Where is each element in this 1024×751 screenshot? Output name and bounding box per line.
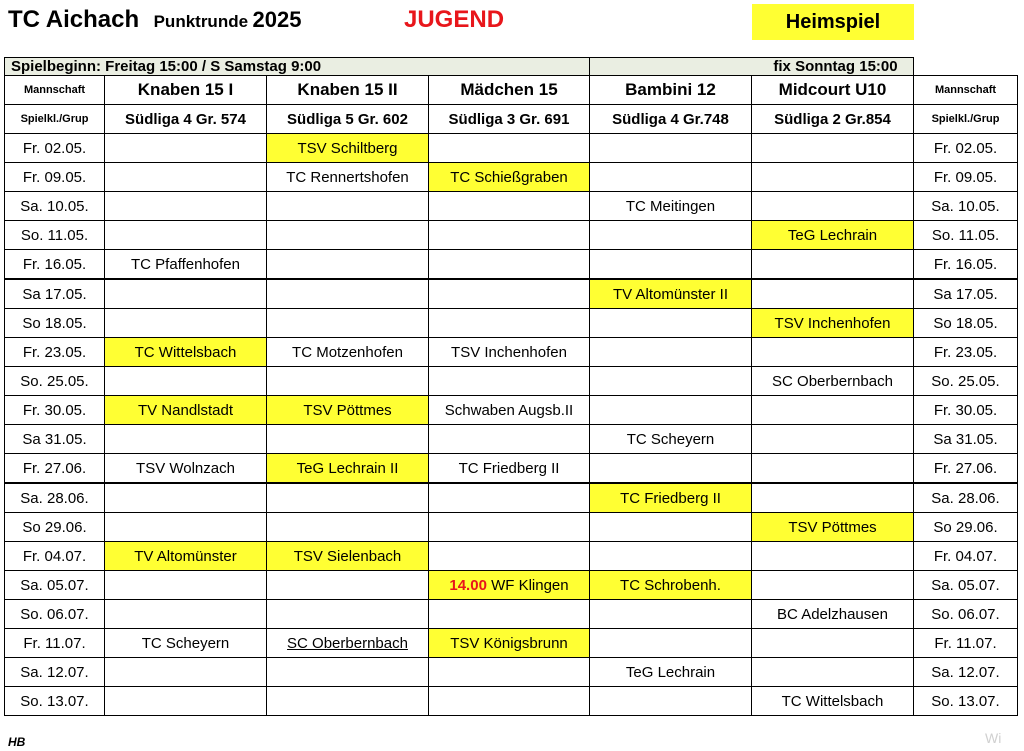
match-cell [267,250,429,280]
team-name-4: Bambini 12 [590,76,752,105]
match-cell [752,338,914,367]
match-cell: TV Nandlstadt [105,396,267,425]
match-cell [752,629,914,658]
date-cell-right: So 29.06. [914,513,1018,542]
match-cell [105,600,267,629]
club-title: TC Aichach [8,6,140,33]
match-cell [752,192,914,221]
date-cell: Fr. 16.05. [5,250,105,280]
date-cell: So. 13.07. [5,687,105,716]
league-4: Südliga 4 Gr.748 [590,105,752,134]
match-cell [429,192,590,221]
match-cell [752,454,914,484]
match-cell [590,367,752,396]
date-cell: So. 11.05. [5,221,105,250]
match-cell: Schwaben Augsb.II [429,396,590,425]
schedule-row [5,454,1018,484]
date-cell: Fr. 04.07. [5,542,105,571]
date-cell-right: Sa 17.05. [914,279,1018,309]
date-cell-right: So 18.05. [914,309,1018,338]
match-cell [752,571,914,600]
date-cell-right: Fr. 23.05. [914,338,1018,367]
date-cell: Fr. 09.05. [5,163,105,192]
match-time: 14.00 [449,576,487,594]
date-cell: So. 06.07. [5,600,105,629]
schedule-row [5,338,1018,367]
match-cell: TV Altomünster [105,542,267,571]
match-cell: BC Adelzhausen [752,600,914,629]
date-cell: So. 25.05. [5,367,105,396]
date-cell-right: Fr. 30.05. [914,396,1018,425]
match-cell: TC Rennertshofen [267,163,429,192]
match-cell: TC Wittelsbach [752,687,914,716]
date-cell: Fr. 11.07. [5,629,105,658]
match-cell [105,134,267,163]
match-cell: TSV Pöttmes [752,513,914,542]
schedule-row [5,425,1018,454]
match-cell [590,542,752,571]
match-cell [105,658,267,687]
match-cell [105,513,267,542]
match-cell [267,309,429,338]
match-cell [752,396,914,425]
match-cell [590,687,752,716]
match-cell [105,571,267,600]
date-cell: Fr. 27.06. [5,454,105,484]
schedule-row [5,367,1018,396]
match-cell [752,134,914,163]
left-label-team: Mannschaft [5,76,105,105]
date-cell: Fr. 02.05. [5,134,105,163]
date-cell: Sa. 10.05. [5,192,105,221]
match-cell [105,687,267,716]
team-name-2: Knaben 15 II [267,76,429,105]
match-cell [429,658,590,687]
league-3: Südliga 3 Gr. 691 [429,105,590,134]
date-cell-right: Sa. 05.07. [914,571,1018,600]
match-cell [267,221,429,250]
match-cell [590,600,752,629]
match-cell [590,338,752,367]
match-cell [752,163,914,192]
match-cell: SC Oberbernbach [752,367,914,396]
match-cell: TSV Schiltberg [267,134,429,163]
date-cell: Fr. 23.05. [5,338,105,367]
match-cell: TSV Inchenhofen [429,338,590,367]
date-cell-right: So. 06.07. [914,600,1018,629]
schedule-row [5,134,1018,163]
right-label-league: Spielkl./Grup [914,105,1018,134]
match-cell [429,221,590,250]
team-name-1: Knaben 15 I [105,76,267,105]
match-cell [267,483,429,513]
left-label-league: Spielkl./Grup [5,105,105,134]
date-cell: Sa. 28.06. [5,483,105,513]
match-cell [105,367,267,396]
schedule-row [5,542,1018,571]
schedule-row [5,221,1018,250]
match-cell [105,309,267,338]
match-cell [105,192,267,221]
match-cell [267,600,429,629]
match-cell [267,658,429,687]
header-row-leagues [5,105,1018,134]
match-cell [429,367,590,396]
date-cell-right: So. 13.07. [914,687,1018,716]
schedule-row [5,396,1018,425]
match-cell [752,425,914,454]
match-cell [267,513,429,542]
sunday-fixed-time: fix Sonntag 15:00 [590,58,914,76]
match-cell [590,454,752,484]
team-name-5: Midcourt U10 [752,76,914,105]
date-cell: So 18.05. [5,309,105,338]
match-cell: TC Schrobenh. [590,571,752,600]
schedule-row [5,629,1018,658]
team-name-3: Mädchen 15 [429,76,590,105]
match-cell [105,279,267,309]
match-cell: TC Pfaffenhofen [105,250,267,280]
match-cell: TC Schießgraben [429,163,590,192]
schedule-row [5,163,1018,192]
author-initials: HB [8,735,26,749]
match-cell: TC Scheyern [590,425,752,454]
date-cell-right: Fr. 27.06. [914,454,1018,484]
match-cell [590,396,752,425]
schedule-row [5,279,1018,309]
match-cell [752,658,914,687]
schedule-row [5,600,1018,629]
match-cell [105,483,267,513]
match-cell [590,163,752,192]
match-cell [429,687,590,716]
page-header [8,6,301,34]
match-cell: TeG Lechrain II [267,454,429,484]
date-cell-right: Fr. 04.07. [914,542,1018,571]
match-cell [429,425,590,454]
match-cell [105,425,267,454]
date-cell: Sa 17.05. [5,279,105,309]
match-cell: TSV Sielenbach [267,542,429,571]
match-cell: TV Altomünster II [590,279,752,309]
match-cell [267,687,429,716]
match-cell [267,192,429,221]
match-cell: TeG Lechrain [752,221,914,250]
match-cell [590,250,752,280]
match-cell [590,629,752,658]
match-cell: TSV Königsbrunn [429,629,590,658]
match-cell [590,309,752,338]
opponent-name: WF Klingen [491,576,569,594]
match-cell [429,600,590,629]
match-cell [429,571,590,600]
match-cell: SC Oberbernbach [267,629,429,658]
match-cell [590,134,752,163]
match-cell [267,367,429,396]
home-legend-badge: Heimspiel [752,4,914,40]
match-cell: TC Scheyern [105,629,267,658]
match-cell: TC Wittelsbach [105,338,267,367]
schedule-row [5,513,1018,542]
schedule-row [5,192,1018,221]
match-cell [590,513,752,542]
right-label-team: Mannschaft [914,76,1018,105]
match-cell [752,279,914,309]
date-cell-right: Sa. 10.05. [914,192,1018,221]
match-cell [429,279,590,309]
date-cell-right: Fr. 16.05. [914,250,1018,280]
schedule-row [5,571,1018,600]
match-cell [590,221,752,250]
match-cell [429,513,590,542]
match-cell: TC Meitingen [590,192,752,221]
match-cell: TSV Inchenhofen [752,309,914,338]
league-1: Südliga 4 Gr. 574 [105,105,267,134]
league-2: Südliga 5 Gr. 602 [267,105,429,134]
match-cell: TeG Lechrain [590,658,752,687]
season-subtitle: Punktrunde [153,12,249,31]
match-cell [429,309,590,338]
start-times: Spielbeginn: Freitag 15:00 / S Samstag 9:00 [5,58,590,76]
match-cell [752,250,914,280]
league-5: Südliga 2 Gr.854 [752,105,914,134]
schedule-row [5,309,1018,338]
date-cell: Fr. 30.05. [5,396,105,425]
date-cell-right: Fr. 02.05. [914,134,1018,163]
date-cell-right: Sa. 28.06. [914,483,1018,513]
date-cell-right: Sa. 12.07. [914,658,1018,687]
date-cell-right: Fr. 11.07. [914,629,1018,658]
match-cell [752,542,914,571]
date-cell-right: So. 11.05. [914,221,1018,250]
schedule-row [5,483,1018,513]
match-cell: TSV Pöttmes [267,396,429,425]
watermark: Wi [985,730,1002,746]
match-cell [429,483,590,513]
match-cell: TC Friedberg II [590,483,752,513]
category-title: JUGEND [404,6,505,33]
match-cell [105,221,267,250]
match-cell [429,250,590,280]
match-cell [267,425,429,454]
header-row-teams [5,76,1018,105]
match-cell: TC Friedberg II [429,454,590,484]
schedule-table [4,57,1018,716]
date-cell: Sa 31.05. [5,425,105,454]
date-cell-right: Fr. 09.05. [914,163,1018,192]
schedule-row [5,687,1018,716]
match-cell [429,134,590,163]
match-cell [267,571,429,600]
date-cell: Sa. 05.07. [5,571,105,600]
date-cell: So 29.06. [5,513,105,542]
schedule-row [5,658,1018,687]
date-cell-right: Sa 31.05. [914,425,1018,454]
match-cell: TSV Wolnzach [105,454,267,484]
season-year: 2025 [252,7,302,32]
date-cell-right: So. 25.05. [914,367,1018,396]
match-cell: TC Motzenhofen [267,338,429,367]
match-cell [267,279,429,309]
info-bar [5,58,1018,76]
match-cell [752,483,914,513]
date-cell: Sa. 12.07. [5,658,105,687]
schedule-row [5,250,1018,280]
match-cell [429,542,590,571]
match-cell [105,163,267,192]
